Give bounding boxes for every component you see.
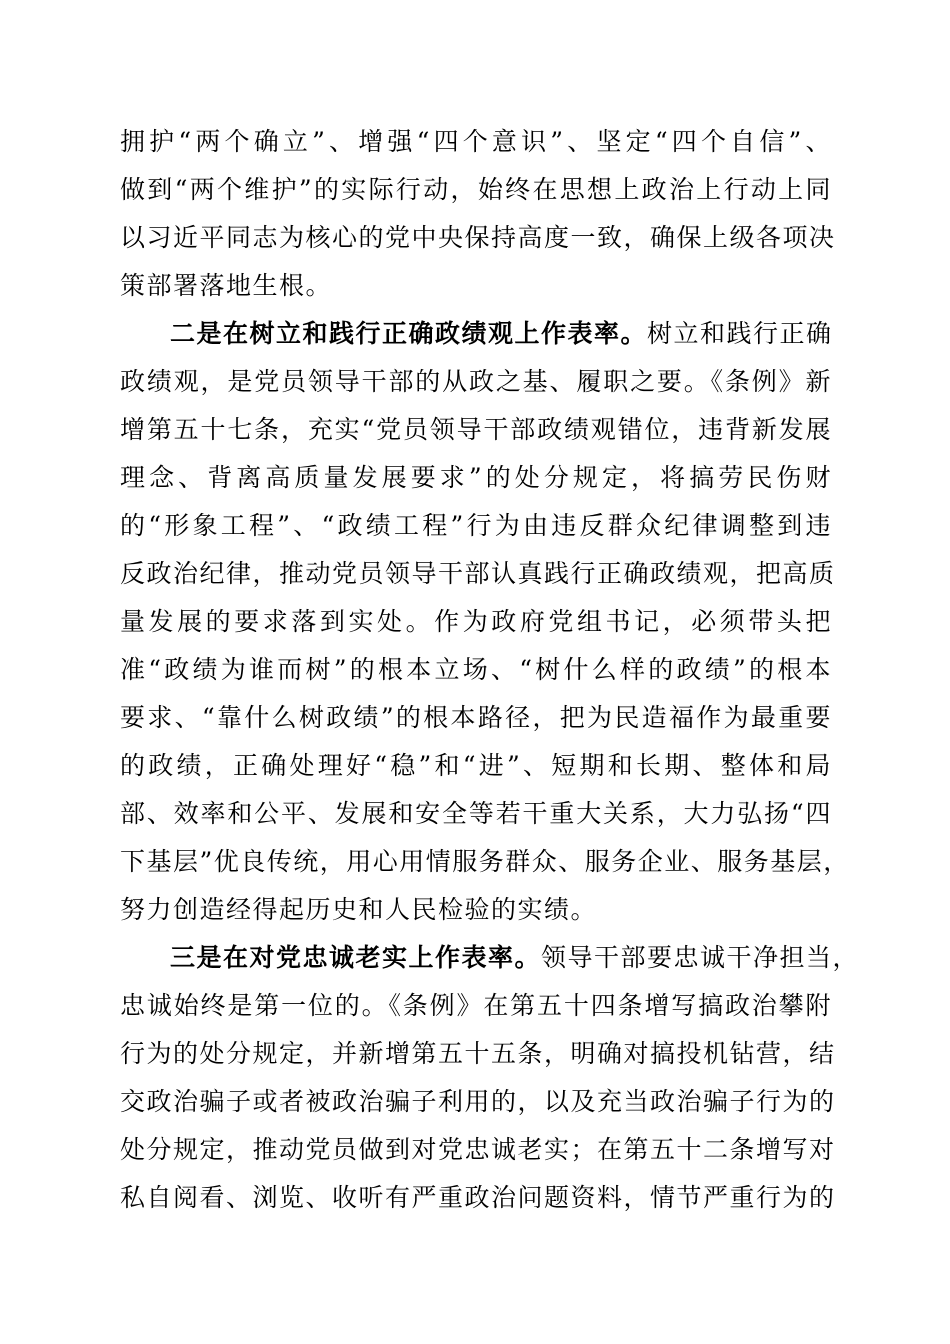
text-line: 做到“两个维护”的实际行动，始终在思想上政治上行动上同 <box>120 175 832 204</box>
text-line: 行为的处分规定，并新增第五十五条，明确对搞投机钻营，结 <box>120 1039 836 1068</box>
text-line: 以习近平同志为核心的党中央保持高度一致，确保上级各项决 <box>120 223 836 252</box>
text-line: 的“形象工程”、“政绩工程”行为由违反群众纪律调整到违 <box>120 511 832 540</box>
text-line <box>120 310 832 358</box>
paragraph-text: 领导干部要忠诚干净担当， <box>541 943 860 972</box>
text-line: 增第五十七条，充实“党员领导干部政绩观错位，违背新发展 <box>120 415 832 444</box>
document-body <box>120 118 860 1222</box>
text-line: 拥护“两个确立”、增强“四个意识”、坚定“四个自信”、 <box>120 127 832 156</box>
text-line: 努力创造经得起历史和人民检验的实绩。 <box>120 895 598 924</box>
text-line: 忠诚始终是第一位的。《条例》在第五十四条增写搞政治攀附 <box>120 991 832 1020</box>
text-line: 策部署落地生根。 <box>120 271 333 300</box>
text-line: 的政绩，正确处理好“稳”和“进”、短期和长期、整体和局 <box>120 751 832 780</box>
text-line: 处分规定，推动党员做到对党忠诚老实；在第五十二条增写对 <box>120 1135 836 1164</box>
text-line: 要求、“靠什么树政绩”的根本路径，把为民造福作为最重要 <box>120 703 832 732</box>
text-line: 准“政绩为谁而树”的根本立场、“树什么样的政绩”的根本 <box>120 655 832 684</box>
paragraph-lead: 二是在树立和践行正确政绩观上作表率。 <box>170 319 648 348</box>
text-line: 反政治纪律，推动党员领导干部认真践行正确政绩观，把高质 <box>120 559 836 588</box>
text-line: 私自阅看、浏览、收听有严重政治问题资料，情节严重行为的 <box>120 1183 836 1212</box>
text-line: 量发展的要求落到实处。作为政府党组书记，必须带头把 <box>120 607 832 636</box>
text-line: 理念、背离高质量发展要求”的处分规定，将搞劳民伤财 <box>120 463 832 492</box>
paragraph-2 <box>120 310 850 934</box>
text-line: 部、效率和公平、发展和安全等若干重大关系，大力弘扬“四 <box>120 799 832 828</box>
paragraph-text: 树立和践行正确 <box>647 319 833 348</box>
text-line: 政绩观，是党员领导干部的从政之基、履职之要。《条例》新 <box>120 367 832 396</box>
paragraph-lead: 三是在对党忠诚老实上作表率。 <box>170 943 542 972</box>
text-line <box>120 934 860 982</box>
paragraph-1 <box>120 118 836 310</box>
text-line: 交政治骗子或者被政治骗子利用的，以及充当政治骗子行为的 <box>120 1087 836 1116</box>
paragraph-3 <box>120 934 860 1222</box>
text-line: 下基层”优良传统，用心用情服务群众、服务企业、服务基层， <box>120 847 850 876</box>
